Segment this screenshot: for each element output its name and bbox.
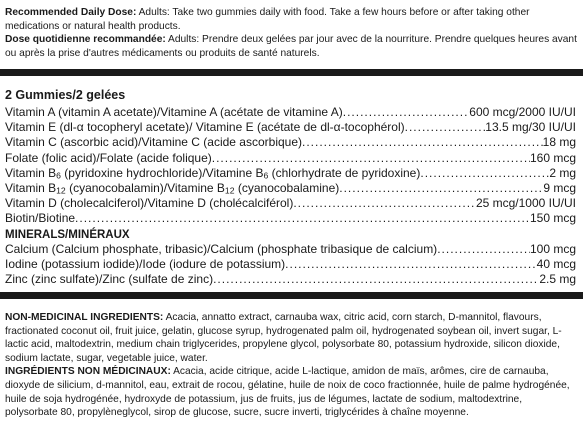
dose-english (5, 6, 577, 33)
ingredient-name: Vitamin C (ascorbic acid)/Vitamine C (acide ascorbique) (5, 135, 303, 150)
ingredients-english (5, 311, 577, 365)
ingredient-row (5, 105, 576, 120)
ingredient-amount: 2 mg (549, 165, 576, 180)
ingredient-name: Vitamin E (dl-α tocopheryl acetate)/ Vitamine E (acétate de dl-α-tocophérol) (5, 120, 405, 135)
leader-dots (75, 211, 530, 226)
ingredient-amount: 18 mg (542, 135, 576, 150)
ingredient-amount: 25 mcg/1000 IU/UI (475, 196, 576, 211)
leader-dots (437, 242, 530, 257)
dose-english-text: Adults: Take two gummies daily with food. Take a few hours before or after taking other medications or natural health products. (5, 7, 530, 32)
mineral-row (5, 242, 576, 257)
recommended-dose-section (5, 6, 577, 60)
ingredient-name: Folate (folic acid)/Folate (acide folique) (5, 150, 212, 165)
ingredient-name: Vitamin $B_6$ (pyridoxine hydrochloride)/Vitamine $B_6$ (chlorhydrate de pyridoxine) (5, 165, 421, 181)
ingredient-amount: 9 mcg (543, 181, 576, 196)
mineral-amount: 2.5 mg (539, 272, 576, 287)
ingredient-row (5, 166, 576, 181)
mineral-amount: 100 mcg (529, 241, 576, 256)
leader-dots (405, 120, 486, 135)
dose-english-label: Recommended Daily Dose: (5, 7, 137, 18)
ingredients-french (5, 365, 577, 419)
dose-french (5, 33, 577, 60)
nutrition-facts (5, 87, 576, 287)
ingredient-amount: 600 mcg/2000 IU/UI (469, 105, 576, 119)
ingredient-amount: 160 mcg (529, 150, 576, 165)
dose-french-text: Adults: Prendre deux gelées par jour avec de la nourriture. Prendre quelques heures avant ou après la prise d'autres médicaments ou produits de santé naturels. (5, 34, 577, 59)
mineral-row (5, 272, 576, 287)
ingredient-row (5, 120, 576, 135)
ingredient-row (5, 181, 576, 196)
leader-dots (285, 257, 536, 272)
thick-divider (0, 69, 583, 76)
serving-size: 2 Gummies/2 gelées (5, 88, 126, 102)
mineral-row (5, 257, 576, 272)
minerals-heading: MINERALS/MINÉRAUX (5, 228, 130, 241)
leader-dots (343, 105, 470, 120)
leader-dots (212, 151, 530, 166)
ingredients-english-text: Acacia, annatto extract, carnauba wax, citric acid, corn starch, D-mannitol, flavours, fractionated coconut oil, fruit juice, gelatin, glucose syrup, hydrogenated palm oil, hydrogenated soybean oil, invert sugar, L-lactic acid, maltodextrin, medium chain triglycerides, propylene glycol, polysorbate 80, potassium hydroxide, silicon dioxide, sodium lactate, sugar, vegetable juice, water. (5, 312, 562, 364)
ingredient-name: Vitamin A (vitamin A acetate)/Vitamine A (acétate de vitamine A) (5, 105, 343, 119)
ingredient-row (5, 211, 576, 226)
leader-dots (213, 272, 539, 287)
ingredient-name: Biotin/Biotine (5, 211, 76, 226)
ingredients-section (5, 311, 577, 420)
ingredients-french-text: Acacia, acide citrique, acide L-lactique, amidon de maïs, arômes, cire de carnauba, dioxyde de silicium, d-mannitol, eau, extrait de rocou, gélatine, huile de noix de coco fractionnée, huile de palme hydrogénée, huile de soja hydrogénée, hydroxyde de potassium, jus de fruits, jus de légumes, lactate de sodium, maltodextrine, polysorbate 80, propylèneglycol, sirop de glucose, sucre, sucre inverti, triglycérides à chaîne moyenne. (5, 366, 570, 419)
leader-dots (339, 181, 543, 196)
ingredient-row (5, 196, 576, 211)
leader-dots (293, 196, 476, 211)
ingredient-name: Vitamin $B_{12}$ (cyanocobalamin)/Vitamine $B_{12}$ (cyanocobalamine) (5, 181, 340, 196)
thick-divider (0, 292, 583, 299)
mineral-name: Zinc (zinc sulfate)/Zinc (sulfate de zinc) (5, 272, 214, 287)
mineral-amount: 40 mcg (536, 256, 576, 271)
ingredient-amount: 13.5 mg/30 IU/UI (485, 120, 576, 135)
ingredient-name: Vitamin D (cholecalciferol)/Vitamine D (cholécalciférol) (5, 196, 294, 211)
ingredients-french-label: INGRÉDIENTS NON MÉDICINAUX: (5, 366, 171, 378)
ingredients-english-label: NON-MEDICINAL INGREDIENTS: (5, 312, 164, 323)
leader-dots (302, 135, 543, 150)
ingredient-row (5, 151, 576, 166)
ingredient-amount: 150 mcg (529, 211, 576, 226)
mineral-name: Iodine (potassium iodide)/Iode (iodure de potassium) (5, 256, 286, 271)
leader-dots (420, 166, 549, 181)
ingredient-row (5, 135, 576, 150)
mineral-name: Calcium (Calcium phosphate, tribasic)/Calcium (phosphate tribasique de calcium) (5, 241, 438, 256)
dose-french-label: Dose quotidienne recommandée: (5, 34, 166, 46)
